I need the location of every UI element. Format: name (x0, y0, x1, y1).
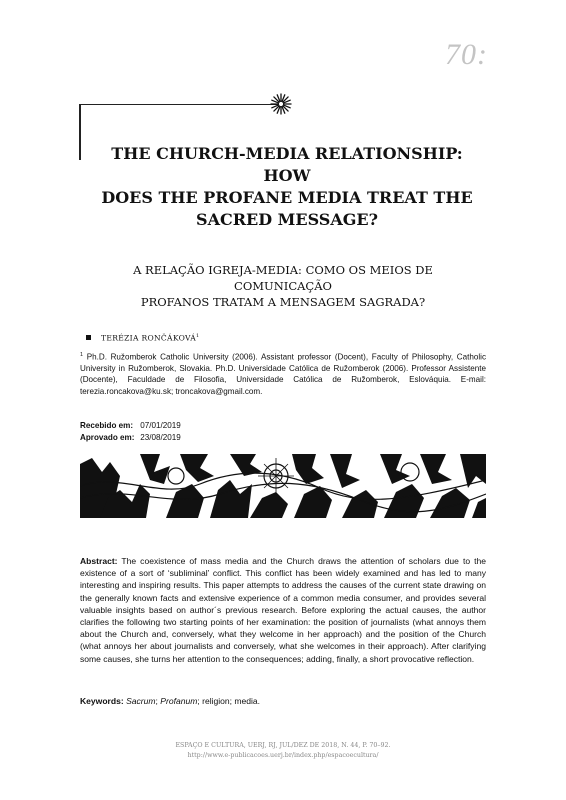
keywords-rest: ; religion; media. (197, 696, 261, 706)
subtitle-line-1: A RELAÇÃO IGREJA-MEDIA: COMO OS MEIOS DE COMUNICAÇÃO (133, 263, 433, 293)
footer-citation: ESPAÇO E CULTURA, UERJ, RJ, JUL/DEZ DE 2018, N. 44, P. 70–92. (175, 742, 391, 749)
abstract (80, 555, 486, 665)
keyword-profanum: Profanum (160, 696, 198, 706)
decorative-woodcut-banner (80, 454, 486, 518)
page-number: 70: (445, 38, 488, 71)
keyword-separator: ; (155, 696, 161, 706)
journal-footer (80, 741, 486, 760)
received-label: Recebido em: (80, 421, 134, 430)
article-subtitle (83, 262, 483, 310)
keywords-label: Keywords: (80, 696, 124, 706)
author-name: TERÉZIA RONČÁKOVÁ (101, 333, 197, 343)
author-line (86, 333, 200, 343)
approved-row (80, 432, 181, 444)
submission-dates (80, 420, 181, 443)
keyword-sacrum: Sacrum (126, 696, 156, 706)
title-line-3: SACRED MESSAGE? (196, 210, 378, 229)
title-line-2: DOES THE PROFANE MEDIA TREAT THE (101, 188, 473, 207)
approved-label: Aprovado em: (80, 432, 135, 442)
keywords (80, 696, 260, 706)
starburst-ornament-icon (270, 93, 292, 115)
author-footnote (80, 350, 486, 397)
header-rule-vertical (79, 104, 81, 160)
author-footnote-marker: 1 (196, 333, 200, 339)
subtitle-line-2: PROFANOS TRATAM A MENSAGEM SAGRADA? (140, 295, 426, 309)
header-rule-horizontal (79, 104, 279, 105)
abstract-label: Abstract: (80, 556, 118, 566)
received-row (80, 420, 181, 432)
abstract-text: The coexistence of mass media and the Church draws the attention of scholars due to the existence of a sort of ‘subliminal’ conflict. This conflict has been widely examined and has led to many interesting and inspiring results. This paper attempts to address the causes of the current state drawing on the generally known facts and extensive experience of a common media consumer, and provides several valuable insights based on author´s previous research. Before exploring the actual causes, the author clarifies the following two starting points of her examination: the position of journalists (what annoys them about the Church and, conversely, what they welcome in her approach) and the position of the Church (what annoys her about journalists and conversely, what she welcomes in their approach). After clarifying some causes, she turns her attention to the consequences; adding, finally, a short provocative reflection. (80, 556, 486, 664)
footnote-text: Ph.D. Ružomberok Catholic University (2006). Assistant professor (Docent), Faculty of Philosophy, Catholic University in Ružomberok, Slovakia. Ph.D. Universidade Católica de Ružomberok (2006). Professor Assistente (Docente), Faculdade de Filosofia, Universidade Católica de Ružomberok, Eslováquia. E-mail: terezia.roncakova@ku.sk; troncakova@gmail.com. (80, 352, 486, 396)
received-value: 07/01/2019 (140, 421, 181, 430)
title-line-1: THE CHURCH-MEDIA RELATIONSHIP: HOW (111, 144, 463, 185)
footer-url[interactable]: http://www.e-publicacoes.uerj.br/index.php/espacoecultura/ (187, 751, 379, 759)
approved-value: 23/08/2019 (140, 432, 181, 442)
article-title (88, 143, 486, 231)
square-bullet-icon (86, 335, 91, 340)
footnote-marker: 1 (80, 352, 84, 358)
